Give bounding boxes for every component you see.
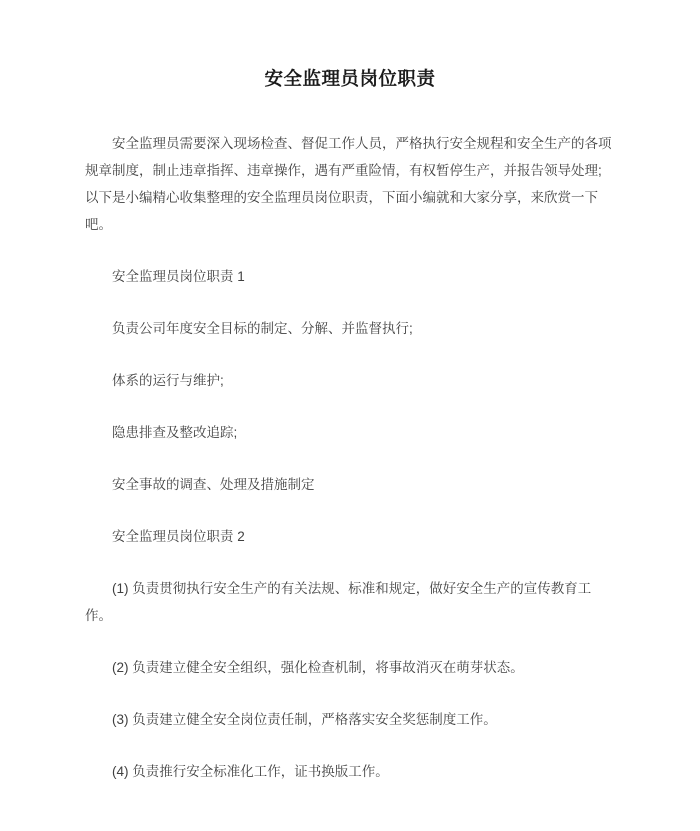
intro-paragraph: 安全监理员需要深入现场检查、督促工作人员，严格执行安全规程和安全生产的各项规章制度，制止违章指挥、违章操作，遇有严重险情，有权暂停生产，并报告领导处理;以下是小编精心收集整理的安全监理员岗位职责，下面小编就和大家分享，来欣赏一下吧。 [85,136,612,232]
section-heading-duties-1: 安全监理员岗位职责 1 [112,269,245,284]
section-heading-duties-2: 安全监理员岗位职责 2 [112,529,245,544]
duty-1-item-1: 负责公司年度安全目标的制定、分解、并监督执行; [112,321,413,336]
duty-1-item-3: 隐患排查及整改追踪; [112,425,238,440]
duty-1-item-2: 体系的运行与维护; [112,373,224,388]
page-title: 安全监理员岗位职责 [264,68,436,89]
duty-2-item-4: (4) 负责推行安全标准化工作，证书换版工作。 [112,764,389,779]
duty-2-item-3: (3) 负责建立健全安全岗位责任制，严格落实安全奖惩制度工作。 [112,712,497,727]
duty-2-item-1: (1) 负责贯彻执行安全生产的有关法规、标准和规定，做好安全生产的宣传教育工作。 [85,581,592,623]
duty-1-item-4: 安全事故的调查、处理及措施制定 [112,477,315,492]
duty-2-item-2: (2) 负责建立健全安全组织，强化检查机制，将事故消灭在萌芽状态。 [112,660,524,675]
